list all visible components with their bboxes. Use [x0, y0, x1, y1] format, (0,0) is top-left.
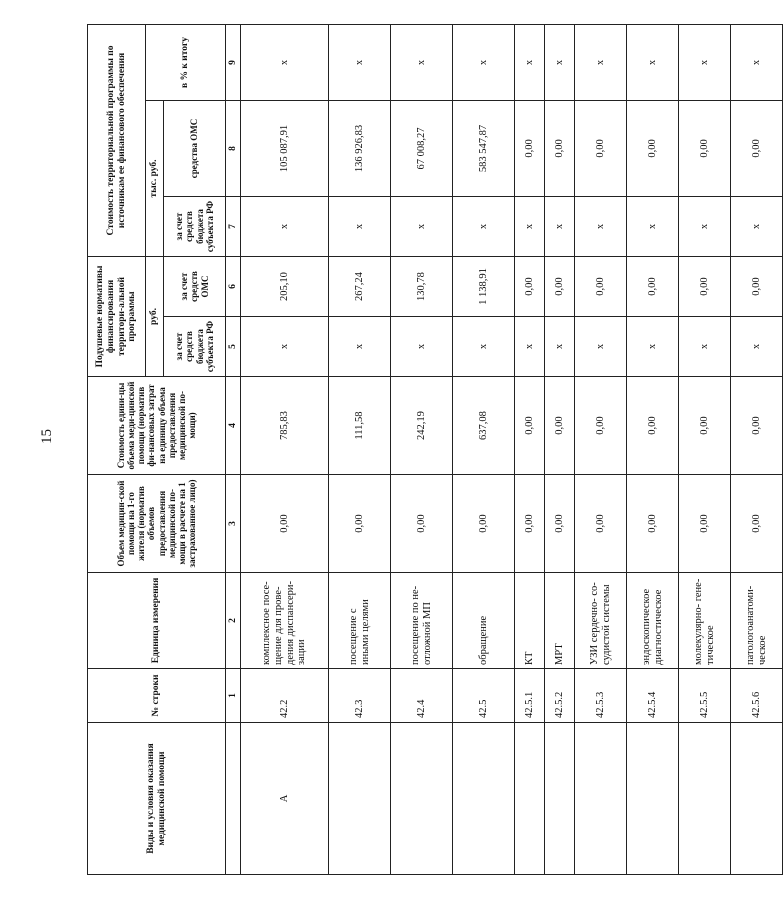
volume-cell: 0,00 — [731, 475, 783, 573]
norm-oms-cell: 0,00 — [575, 256, 627, 316]
percent-cell: х — [679, 24, 731, 100]
header-cost-budget: за счет средств бюджета субъекта РФ — [164, 196, 226, 256]
unit-cell: эндоскопическое диагностическое — [627, 573, 679, 669]
rotated-table-container — [87, 25, 768, 875]
header-percent: в % к итогу — [146, 24, 226, 100]
unit-cell: обращение — [453, 573, 515, 669]
percent-cell: х — [515, 24, 545, 100]
header-norm-budget: за счет средств бюджета субъекта РФ — [164, 317, 226, 377]
table-row — [731, 24, 783, 874]
norm-budget-cell: х — [545, 317, 575, 377]
column-number: 9 — [226, 24, 241, 100]
cost-oms-cell: 0,00 — [545, 100, 575, 196]
page-number: 15 — [39, 429, 55, 444]
unit-cell: молекулярно- гене-тическое — [679, 573, 731, 669]
cost-budget-cell: х — [391, 196, 453, 256]
percent-cell: х — [575, 24, 627, 100]
care-type-cell — [575, 723, 627, 875]
header-row-number: № строки — [88, 669, 226, 723]
norm-oms-cell: 205,10 — [241, 256, 329, 316]
norm-oms-cell: 0,00 — [515, 256, 545, 316]
unit-cost-cell: 111,58 — [329, 377, 391, 475]
row-number-cell: 42.5.3 — [575, 669, 627, 723]
unit-cost-cell: 0,00 — [679, 377, 731, 475]
row-number-cell: 42.5.1 — [515, 669, 545, 723]
care-type-cell — [329, 723, 391, 875]
percent-cell: х — [241, 24, 329, 100]
row-number-cell: 42.5.5 — [679, 669, 731, 723]
care-type-cell: А — [241, 723, 329, 875]
percent-cell: х — [545, 24, 575, 100]
volume-cell: 0,00 — [329, 475, 391, 573]
row-number-cell: 42.5 — [453, 669, 515, 723]
unit-cell: комплексное посе-щение для прове-дения диспансери-зации — [241, 573, 329, 669]
volume-cell: 0,00 — [241, 475, 329, 573]
cost-oms-cell: 583 547,87 — [453, 100, 515, 196]
percent-cell: х — [329, 24, 391, 100]
header-norms-unit: руб. — [146, 256, 164, 376]
norm-oms-cell: 0,00 — [627, 256, 679, 316]
column-number: 1 — [226, 669, 241, 723]
norm-budget-cell: х — [453, 317, 515, 377]
care-type-cell — [545, 723, 575, 875]
table-row — [515, 24, 545, 874]
table-row — [329, 24, 391, 874]
row-number-cell: 42.4 — [391, 669, 453, 723]
volume-cell: 0,00 — [627, 475, 679, 573]
unit-cost-cell: 0,00 — [731, 377, 783, 475]
table-row — [575, 24, 627, 874]
header-cost-unit: тыс. руб. — [146, 100, 164, 256]
header-unit: Единица измерения — [88, 573, 226, 669]
header-norm-oms: за счет средств ОМС — [164, 256, 226, 316]
column-number: 6 — [226, 256, 241, 316]
table-row — [453, 24, 515, 874]
volume-cell: 0,00 — [679, 475, 731, 573]
row-number-cell: 42.5.6 — [731, 669, 783, 723]
table-body — [241, 24, 783, 874]
header-per-capita-norms: Подушевые нормативы финансирования территори-альной программы — [88, 256, 146, 376]
header-unit-cost: Стоимость едини-цы объема меди-цинской помощи (норматив фи-нансовых затрат на единицу объема предоставления медицинской по-мощи) — [88, 377, 226, 475]
header-volume: Объем медицин-ской помощи на 1-го жителя (норматив объемов предоставления медицинской по-мощи в расчете на 1 застрахованное лицо) — [88, 475, 226, 573]
percent-cell: х — [391, 24, 453, 100]
column-number: 3 — [226, 475, 241, 573]
percent-cell: х — [453, 24, 515, 100]
unit-cell: МРТ — [545, 573, 575, 669]
row-number-cell: 42.2 — [241, 669, 329, 723]
norm-budget-cell: х — [241, 317, 329, 377]
care-type-cell — [391, 723, 453, 875]
unit-cost-cell: 242,19 — [391, 377, 453, 475]
care-type-cell — [679, 723, 731, 875]
unit-cost-cell: 637,08 — [453, 377, 515, 475]
care-type-cell — [731, 723, 783, 875]
header-program-cost: Стоимость территориальной программы по источникам ее финансового обеспечения — [88, 24, 146, 256]
unit-cell: посещение по не-отложной МП — [391, 573, 453, 669]
volume-cell: 0,00 — [391, 475, 453, 573]
column-number: 8 — [226, 100, 241, 196]
unit-cost-cell: 0,00 — [545, 377, 575, 475]
cost-oms-cell: 67 008,27 — [391, 100, 453, 196]
cost-budget-cell: х — [241, 196, 329, 256]
norm-oms-cell: 0,00 — [679, 256, 731, 316]
cost-budget-cell: х — [627, 196, 679, 256]
unit-cost-cell: 785,83 — [241, 377, 329, 475]
cost-oms-cell: 0,00 — [679, 100, 731, 196]
row-number-cell: 42.5.2 — [545, 669, 575, 723]
column-number: 4 — [226, 377, 241, 475]
volume-cell: 0,00 — [453, 475, 515, 573]
unit-cost-cell: 0,00 — [515, 377, 545, 475]
cost-oms-cell: 0,00 — [575, 100, 627, 196]
table-row — [241, 24, 329, 874]
norm-oms-cell: 1 138,91 — [453, 256, 515, 316]
unit-cell: патологоанатоми-ческое — [731, 573, 783, 669]
cost-budget-cell: х — [545, 196, 575, 256]
unit-cell: КТ — [515, 573, 545, 669]
header-care-type: Виды и условия оказания медицинской помощи — [88, 723, 226, 875]
cost-budget-cell: х — [679, 196, 731, 256]
norm-budget-cell: х — [679, 317, 731, 377]
row-number-cell: 42.3 — [329, 669, 391, 723]
percent-cell: х — [731, 24, 783, 100]
norm-oms-cell: 0,00 — [731, 256, 783, 316]
unit-cell: УЗИ сердечно- со-судистой системы — [575, 573, 627, 669]
care-type-cell — [453, 723, 515, 875]
cost-budget-cell: х — [453, 196, 515, 256]
column-number: 7 — [226, 196, 241, 256]
row-number-cell: 42.5.4 — [627, 669, 679, 723]
cost-oms-cell: 0,00 — [515, 100, 545, 196]
table-row — [679, 24, 731, 874]
cost-oms-cell: 0,00 — [627, 100, 679, 196]
header-cost-oms: средства ОМС — [164, 100, 226, 196]
cost-budget-cell: х — [575, 196, 627, 256]
norm-oms-cell: 130,78 — [391, 256, 453, 316]
cost-oms-cell: 136 926,83 — [329, 100, 391, 196]
unit-cost-cell: 0,00 — [627, 377, 679, 475]
norm-budget-cell: х — [515, 317, 545, 377]
table-row — [545, 24, 575, 874]
column-number: 2 — [226, 573, 241, 669]
column-number: 5 — [226, 317, 241, 377]
table-row — [627, 24, 679, 874]
cost-budget-cell: х — [329, 196, 391, 256]
volume-cell: 0,00 — [515, 475, 545, 573]
norm-budget-cell: х — [329, 317, 391, 377]
norm-budget-cell: х — [391, 317, 453, 377]
norm-budget-cell: х — [575, 317, 627, 377]
cost-budget-cell: х — [515, 196, 545, 256]
care-type-cell — [515, 723, 545, 875]
volume-cell: 0,00 — [545, 475, 575, 573]
column-number — [226, 723, 241, 875]
norm-budget-cell: х — [731, 317, 783, 377]
percent-cell: х — [627, 24, 679, 100]
unit-cost-cell: 0,00 — [575, 377, 627, 475]
unit-cell: посещение с иными целями — [329, 573, 391, 669]
financing-table — [87, 24, 783, 875]
table-row — [391, 24, 453, 874]
cost-budget-cell: х — [731, 196, 783, 256]
cost-oms-cell: 105 087,91 — [241, 100, 329, 196]
care-type-cell — [627, 723, 679, 875]
cost-oms-cell: 0,00 — [731, 100, 783, 196]
norm-oms-cell: 267,24 — [329, 256, 391, 316]
norm-oms-cell: 0,00 — [545, 256, 575, 316]
volume-cell: 0,00 — [575, 475, 627, 573]
norm-budget-cell: х — [627, 317, 679, 377]
